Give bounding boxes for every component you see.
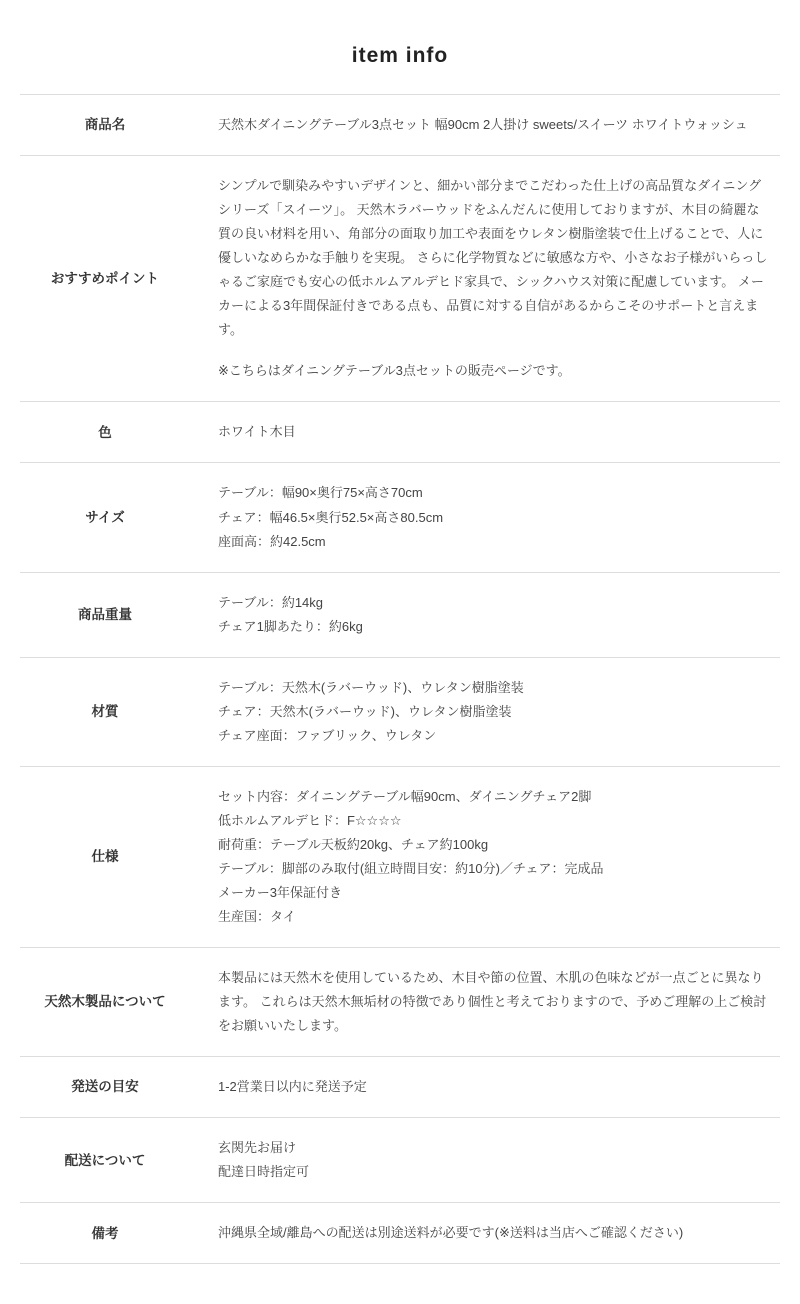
- spec-value: [190, 1057, 780, 1118]
- table-row: [20, 657, 780, 766]
- table-row: [20, 1057, 780, 1118]
- spec-line: ホワイト木目: [218, 424, 296, 440]
- table-row: [20, 402, 780, 463]
- spec-label: 商品名: [84, 117, 126, 133]
- spec-label: 材質: [91, 703, 119, 719]
- spec-line: 低ホルムアルデヒド：F☆☆☆☆: [218, 812, 402, 828]
- spec-line: 座面高：約42.5cm: [218, 533, 326, 549]
- spec-lines: [218, 1136, 770, 1184]
- specification-table: [20, 94, 780, 1264]
- spec-value: [190, 95, 780, 156]
- spec-value: [190, 156, 780, 402]
- spec-label: おすすめポイント: [50, 270, 160, 286]
- spec-paragraph: シンプルで馴染みやすいデザインと、細かい部分までこだわった仕上げの高品質なダイニングシリーズ「スイーツ」。 天然木ラバーウッドをふんだんに使用しておりますが、木目の綺麗な質の良い材料を用い、角部分の面取り加工や表面をウレタン樹脂塗装で仕上げることで、人に優しいなめらかな手触りを実現。 さらに化学物質などに敏感な方や、小さなお子様がいらっしゃるご家庭でも安心の低ホルムアルデヒド家具で、シックハウス対策に配慮しています。 メーカーによる3年間保証付きである点も、品質に対する自信があるからこそのサポートと言えます。: [218, 178, 768, 338]
- spec-value: [190, 948, 780, 1057]
- spec-value: [190, 463, 780, 572]
- spec-line: セット内容：ダイニングテーブル幅90cm、ダイニングチェア2脚: [218, 788, 592, 804]
- spec-value: [190, 572, 780, 657]
- spec-lines: [218, 481, 770, 553]
- spec-lines: [218, 785, 770, 929]
- spec-label: 色: [98, 424, 112, 440]
- spec-line: テーブル：天然木(ラバーウッド)、ウレタン樹脂塗装: [218, 679, 524, 695]
- spec-label: 発送の目安: [71, 1079, 139, 1095]
- spec-line: テーブル：約14kg: [218, 594, 324, 610]
- page-bottom-spacer: [0, 1264, 800, 1304]
- table-row: [20, 1203, 780, 1264]
- spec-line: 1-2営業日以内に発送予定: [218, 1079, 367, 1095]
- spec-line: テーブル：脚部のみ取付(組立時間目安：約10分)／チェア：完成品: [218, 860, 604, 876]
- table-row: [20, 948, 780, 1057]
- spec-label: 商品重量: [78, 606, 132, 622]
- spec-value: [190, 657, 780, 766]
- spec-value: [190, 766, 780, 947]
- spec-line: テーブル：幅90×奥行75×高さ70cm: [218, 485, 423, 501]
- spec-value: [190, 402, 780, 463]
- spec-line: チェア1脚あたり：約6kg: [218, 618, 363, 634]
- spec-line: 玄関先お届け: [218, 1140, 297, 1156]
- spec-label: サイズ: [85, 509, 125, 525]
- spec-line: 配達日時指定可: [218, 1164, 310, 1180]
- spec-line: メーカー3年保証付き: [218, 885, 342, 901]
- spec-label: 仕様: [91, 849, 119, 865]
- spec-label: 備考: [91, 1225, 119, 1241]
- page-title: item info: [351, 44, 449, 67]
- table-row: [20, 95, 780, 156]
- table-row: [20, 572, 780, 657]
- spec-label: 配送について: [64, 1152, 146, 1168]
- spec-line: 耐荷重：テーブル天板約20kg、チェア約100kg: [218, 836, 489, 852]
- table-row: [20, 463, 780, 572]
- spec-paragraph: 本製品には天然木を使用しているため、木目や節の位置、木肌の色味などが一点ごとに異なります。 これらは天然木無垢材の特徴であり個性と考えておりますので、予めご理解の上ご検討をお願いいたします。: [218, 970, 767, 1034]
- spec-line: 沖縄県全域/離島への配送は別途送料が必要です(※送料は当店へご確認ください): [218, 1225, 684, 1241]
- spec-value: [190, 1203, 780, 1264]
- spec-lines: [218, 591, 770, 639]
- spec-line: 天然木ダイニングテーブル3点セット 幅90cm 2人掛け sweets/スイーツ ホワイトウォッシュ: [218, 117, 748, 132]
- spec-label: 天然木製品について: [44, 994, 166, 1010]
- specification-table-body: [20, 95, 780, 1264]
- spec-lines: [218, 420, 770, 444]
- spec-lines: [218, 676, 770, 748]
- spec-line: チェア：幅46.5×奥行52.5×高さ80.5cm: [218, 509, 444, 525]
- spec-value: [190, 1118, 780, 1203]
- spec-line: チェア：天然木(ラバーウッド)、ウレタン樹脂塗装: [218, 703, 512, 719]
- spec-lines: [218, 1075, 770, 1099]
- table-row: [20, 766, 780, 947]
- spec-paragraph: ※こちらはダイニングテーブル3点セットの販売ページです。: [218, 363, 571, 379]
- spec-lines: [218, 113, 770, 137]
- table-row: [20, 156, 780, 402]
- spec-lines: [218, 1221, 770, 1245]
- spec-line: 生産国：タイ: [218, 909, 296, 925]
- table-row: [20, 1118, 780, 1203]
- spec-line: チェア座面：ファブリック、ウレタン: [218, 727, 437, 743]
